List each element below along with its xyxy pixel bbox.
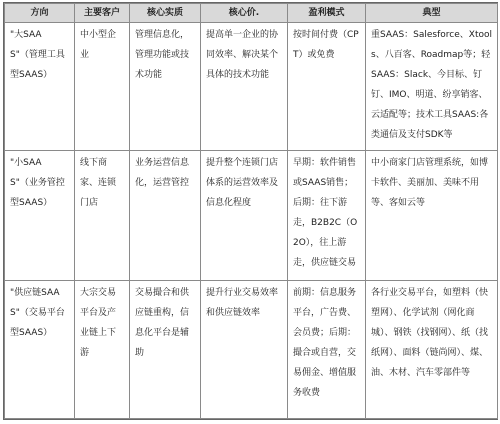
cell-value: 提升行业交易效率和供应链效率 [201,281,288,419]
cell-typical: 各行业交易平台，如塑料（快塑网）、化学试剂（网化商城）、钢铁（找钢网）、纸（找纸网）、面料（链尚网）、煤、油、木材、汽车零部件等 [366,281,498,419]
header-essence: 核心实质 [130,4,201,23]
cell-profit: 早期：软件销售或SAAS销售；后期：往下游走，B2B2C（O2O），往上游走，供应链交易 [288,151,366,281]
cell-customer: 线下商家、连锁门店 [75,151,130,281]
cell-profit: 前期：信息服务平台，广告费、会员费；后期：撮合或自营，交易佣金、增值服务收费 [288,281,366,419]
cell-customer: 中小型企业 [75,23,130,151]
cell-profit: 按时间付费（CPT）或免费 [288,23,366,151]
cell-customer: 大宗交易平台及产业链上下游 [75,281,130,419]
cell-typical: 重SAAS：Salesforce、Xtools、八百客、Roadmap等；轻SAAS：Slack、今目标、钉钉、IMO、明道、纷享销客、云适配等；技术工具SAAS:各类通信及支付SDK等 [366,23,498,151]
cell-value: 提高单一企业的协同效率、解决某个具体的技术功能 [201,23,288,151]
cell-direction: "供应链SAAS"（交易平台型SAAS） [5,281,75,419]
cell-essence: 管理信息化，管理功能或技术功能 [130,23,201,151]
cell-direction: "小SAAS"（业务管控型SAAS） [5,151,75,281]
header-typical: 典型 [366,4,498,23]
cell-typical: 中小商家门店管理系统，如博卡软件、美丽加、美味不用等、客如云等 [366,151,498,281]
comparison-table-frame [3,2,498,420]
saas-comparison-table [4,3,498,419]
cell-essence: 交易撮合和供应链重构，信息化平台是辅助 [130,281,201,419]
cell-essence: 业务运营信息化，运营管控 [130,151,201,281]
header-profit: 盈利模式 [288,4,366,23]
table-row [5,151,498,281]
cell-direction: "大SAAS"（管理工具型SAAS） [5,23,75,151]
header-value: 核心价. [201,4,288,23]
table-row [5,281,498,419]
cell-value: 提升整个连锁门店体系的运营效率及信息化程度 [201,151,288,281]
header-direction: 方向 [5,4,75,23]
header-customer: 主要客户 [75,4,130,23]
table-header-row [5,4,498,23]
table-row [5,23,498,151]
